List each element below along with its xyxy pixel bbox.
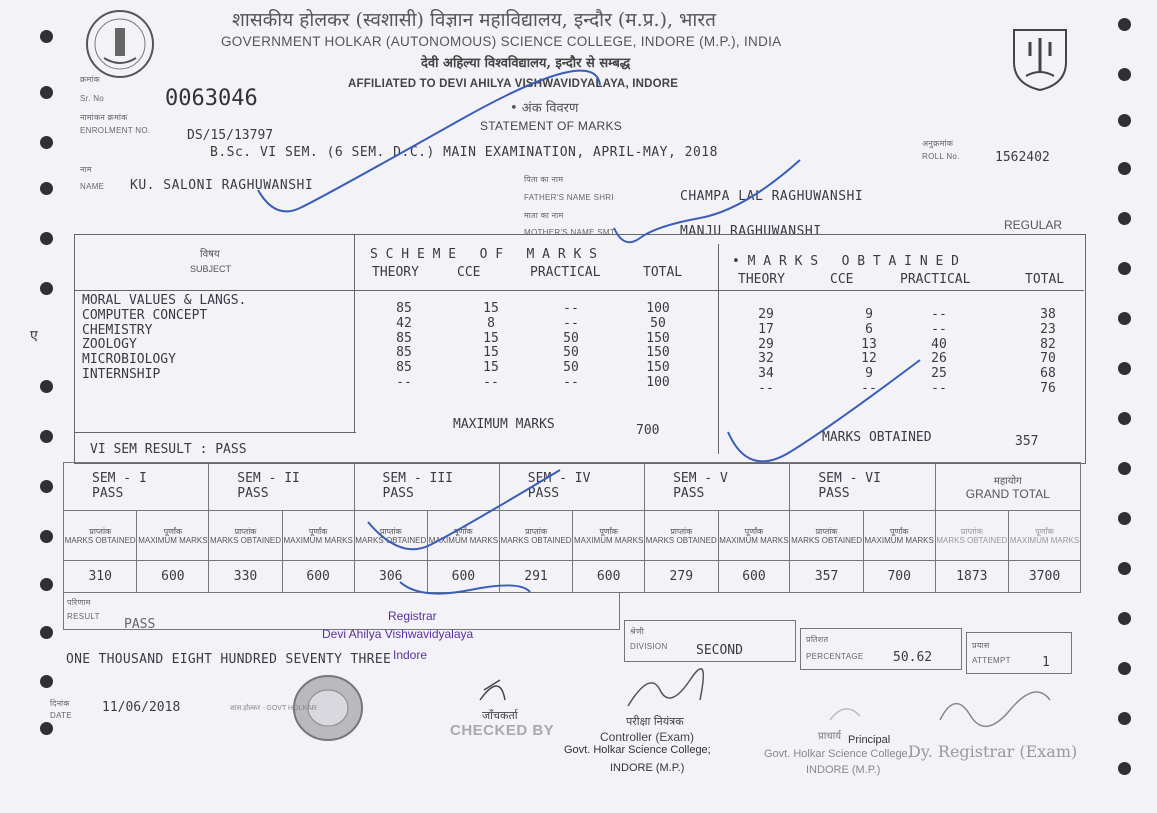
scheme-mark: 8	[487, 315, 495, 331]
feed-hole	[1118, 762, 1131, 775]
result-value: PASS	[124, 617, 156, 632]
principal-hindi: प्राचार्य	[818, 731, 842, 742]
semester-maximum: 600	[718, 561, 790, 593]
semester-maximum: 600	[137, 561, 209, 593]
scheme-mark: --	[563, 315, 579, 331]
subject-name: ZOOLOGY	[82, 337, 137, 353]
header-english: MAXIMUM MARKS	[138, 535, 208, 545]
issue-date: 11/06/2018	[102, 700, 181, 715]
controller-hindi: परीक्षा नियंत्रक	[626, 715, 684, 728]
obtained-mark: --	[931, 307, 947, 322]
grand-total-maximum: 3700	[1009, 561, 1081, 593]
header-english: MARKS OBTAINED	[210, 535, 281, 545]
division-label-hindi: श्रेणी	[630, 627, 645, 636]
feed-hole	[1118, 362, 1131, 375]
scheme-mark: --	[563, 301, 579, 316]
feed-hole	[1118, 18, 1131, 31]
subject-name: INTERNSHIP	[82, 367, 161, 382]
feed-hole	[1118, 462, 1131, 475]
obtained-mark: 23	[1040, 321, 1056, 337]
grand-total-hindi: महायोग	[993, 475, 1022, 487]
header-hindi: प्राप्तांक	[670, 526, 693, 536]
grand-maximum-header	[1009, 511, 1081, 561]
feed-hole	[40, 626, 53, 639]
header-english: MARKS OBTAINED	[355, 535, 427, 545]
roll-number: 1562402	[995, 150, 1050, 165]
scheme-mark: 50	[563, 330, 579, 346]
semester-status: PASS	[92, 486, 124, 501]
controller-title: Controller (Exam)	[600, 730, 695, 744]
feed-hole	[40, 30, 53, 43]
scheme-mark: 50	[563, 360, 579, 376]
maximum-marks-header	[573, 511, 645, 561]
scheme-mark: 85	[396, 301, 412, 316]
dy-registrar-title: Dy. Registrar (Exam)	[908, 742, 1078, 761]
obtained-col-header: PRACTICAL	[900, 272, 971, 287]
header-english: MARKS OBTAINED	[64, 535, 136, 545]
semester-header	[499, 463, 644, 511]
scheme-mark: 50	[563, 345, 579, 361]
enrolment-number: DS/15/13797	[187, 128, 274, 143]
obtained-col-header: TOTAL	[1025, 272, 1065, 287]
divider	[74, 432, 356, 433]
student-name: KU. SALONI RAGHUWANSHI	[130, 178, 314, 193]
header-english: MAXIMUM MARKS	[719, 535, 789, 545]
scheme-mark: 50	[650, 315, 666, 331]
affiliation-hindi: देवी अहिल्या विश्वविद्यालय, इन्दौर से सम्बद्ध	[421, 56, 631, 71]
date-label: DATE	[50, 711, 72, 720]
divider	[718, 244, 719, 454]
semester-label: SEM - VI	[818, 471, 881, 486]
principal-stamp-title: Principal	[848, 734, 891, 746]
semester-label: SEM - V	[673, 471, 728, 486]
obtained-mark: 32	[758, 351, 774, 367]
header-hindi: पूर्णांक	[599, 526, 618, 536]
header-english: MARKS OBTAINED	[645, 535, 717, 545]
college-emblem-icon	[1004, 22, 1076, 94]
obtained-mark: 6	[865, 321, 873, 337]
checked-by-hindi: जाँचकर्ता	[482, 709, 518, 722]
sr-no-label-hindi: क्रमांक	[80, 75, 101, 84]
feed-hole	[40, 722, 53, 735]
scheme-mark: 150	[646, 330, 670, 346]
scheme-title: S C H E M E O F M A R K S	[370, 247, 597, 262]
feed-hole	[40, 675, 53, 688]
semester-obtained: 291	[499, 561, 572, 593]
semester-status: PASS	[673, 486, 705, 501]
serial-number: 0063046	[165, 86, 258, 111]
father-name: CHAMPA LAL RAGHUWANSHI	[680, 189, 864, 204]
scheme-col-header: PRACTICAL	[530, 265, 601, 280]
name-label: NAME	[80, 182, 105, 191]
obtained-mark: 29	[758, 336, 774, 352]
percentage-label-hindi: प्रतिशत	[806, 635, 829, 644]
divider	[354, 234, 355, 432]
obtained-col-header: CCE	[830, 272, 854, 287]
document-title-hindi: • अंक विवरण	[510, 101, 579, 116]
header-english: MAXIMUM MARKS	[573, 535, 644, 545]
header-hindi: प्राप्तांक	[815, 526, 838, 536]
scheme-col-header: TOTAL	[643, 265, 683, 280]
principal-org: Govt. Holkar Science College,	[764, 748, 911, 760]
mother-label-hindi: माता का नाम	[524, 211, 564, 220]
date-label-hindi: दिनांक	[50, 699, 70, 708]
scheme-mark: --	[396, 375, 412, 390]
mother-name: MANJU RAGHUWANSHI	[680, 224, 822, 239]
subject-name: MORAL VALUES & LANGS.	[82, 293, 247, 308]
sr-no-label: Sr. No	[80, 94, 105, 103]
semester-obtained: 357	[790, 561, 863, 593]
feed-hole	[40, 578, 53, 591]
semester-status: PASS	[237, 486, 269, 501]
obtained-mark: --	[931, 321, 947, 337]
scheme-mark: 85	[396, 345, 412, 361]
father-label-hindi: पिता का नाम	[524, 175, 564, 184]
marks-obtained-header	[645, 511, 718, 561]
semester-header	[790, 463, 935, 511]
attempt-value: 1	[1042, 655, 1050, 670]
header-english: MARKS OBTAINED	[500, 535, 572, 545]
attempt-label-hindi: प्रयास	[972, 641, 990, 650]
obtained-mark: 9	[865, 366, 873, 382]
header-hindi: पूर्णांक	[889, 526, 909, 536]
obtained-mark: --	[931, 381, 947, 396]
grand-obtained-header	[935, 511, 1008, 561]
semester-maximum: 700	[863, 561, 935, 593]
affiliation: AFFILIATED TO DEVI AHILYA VISHWAVIDYALAYA, INDORE	[348, 78, 679, 90]
obtained-mark: 82	[1040, 336, 1056, 352]
attempt-label: ATTEMPT	[972, 656, 1011, 665]
semester-result: VI SEM RESULT : PASS	[90, 442, 247, 457]
obtained-mark: 17	[758, 321, 774, 337]
subject-name: MICROBIOLOGY	[82, 352, 176, 368]
header-hindi: पूर्णांक	[1035, 526, 1054, 536]
obtained-mark: 13	[861, 336, 877, 352]
controller-city: INDORE (M.P.)	[610, 762, 685, 774]
controller-org: Govt. Holkar Science College;	[564, 744, 711, 756]
obtained-mark: 68	[1040, 366, 1056, 382]
obtained-mark: 70	[1040, 351, 1056, 367]
feed-hole	[1118, 712, 1131, 725]
obtained-title: • M A R K S O B T A I N E D	[732, 254, 959, 269]
semester-maximum: 600	[428, 561, 500, 593]
feed-hole	[1118, 662, 1131, 675]
margin-glyph: ए	[30, 327, 38, 343]
semester-header	[354, 463, 499, 511]
semester-obtained: 330	[209, 561, 282, 593]
feed-hole	[1118, 412, 1131, 425]
checked-by-label: CHECKED BY	[450, 722, 555, 739]
header-hindi: पूर्णांक	[308, 526, 328, 536]
maximum-marks-header	[718, 511, 790, 561]
obtained-col-header: THEORY	[738, 272, 785, 287]
stamp-text: शास.होल्कर · GOVT HOLKAR	[230, 705, 317, 712]
document-title: STATEMENT OF MARKS	[480, 119, 623, 133]
grand-total-label: GRAND TOTAL	[965, 486, 1050, 501]
semester-status: PASS	[818, 486, 850, 501]
scheme-mark: 85	[396, 360, 412, 376]
subject-header-hindi: विषय	[200, 249, 220, 260]
scheme-mark: 150	[646, 345, 670, 361]
subject-name: CHEMISTRY	[82, 322, 153, 338]
maximum-marks-header	[282, 511, 354, 561]
subject-header: SUBJECT	[190, 264, 232, 274]
marks-obtained-header	[790, 511, 863, 561]
semester-summary-table	[63, 462, 1081, 593]
feed-hole	[1118, 562, 1131, 575]
feed-hole	[40, 380, 53, 393]
semester-obtained: 306	[354, 561, 427, 593]
scheme-mark: 15	[483, 345, 499, 361]
feed-hole	[1118, 68, 1131, 81]
header-english: MAXIMUM MARKS	[283, 535, 353, 545]
feed-hole	[40, 232, 53, 245]
scheme-mark: 42	[396, 315, 412, 331]
semester-label: SEM - II	[237, 471, 300, 486]
semester-header	[645, 463, 790, 511]
registrar-stamp-org: Devi Ahilya Vishwavidyalaya	[322, 627, 474, 641]
scheme-mark: 15	[483, 360, 499, 376]
semester-maximum: 600	[282, 561, 354, 593]
scheme-mark: 85	[396, 330, 412, 346]
grand-total-header	[935, 463, 1080, 511]
attempt-box	[966, 632, 1072, 674]
semester-header	[64, 463, 209, 511]
semester-obtained: 310	[64, 561, 137, 593]
feed-hole	[40, 530, 53, 543]
header-english: MAXIMUM MARKS	[1009, 535, 1080, 545]
obtained-mark: 34	[758, 366, 774, 382]
maximum-marks-label: MAXIMUM MARKS	[453, 417, 555, 432]
grand-total-obtained: 1873	[935, 561, 1008, 593]
feed-hole	[1118, 162, 1131, 175]
principal-city: INDORE (M.P.)	[806, 764, 881, 776]
header-hindi: पूर्णांक	[454, 526, 473, 536]
marks-obtained-header	[354, 511, 427, 561]
marks-obtained-label: MARKS OBTAINED	[822, 430, 932, 445]
student-status: REGULAR	[1004, 218, 1063, 232]
scheme-col-header: CCE	[457, 265, 481, 280]
semester-header	[209, 463, 354, 511]
feed-hole	[1118, 212, 1131, 225]
scheme-mark: 15	[483, 330, 499, 346]
feed-hole	[40, 430, 53, 443]
roll-label-hindi: अनुक्रमांक	[922, 139, 954, 148]
enrolment-label-hindi: नामांकन क्रमांक	[80, 113, 128, 122]
maximum-marks-header	[863, 511, 935, 561]
maximum-marks-total: 700	[636, 423, 660, 438]
semester-label: SEM - IV	[527, 471, 591, 486]
feed-hole	[1118, 114, 1131, 127]
divider	[74, 290, 1084, 291]
obtained-mark: 9	[865, 307, 873, 322]
university-seal-icon	[82, 8, 158, 80]
marks-obtained-header	[64, 511, 137, 561]
header-hindi: प्राप्तांक	[234, 526, 257, 536]
scheme-mark: 100	[646, 301, 670, 316]
college-name: GOVERNMENT HOLKAR (AUTONOMOUS) SCIENCE COLLEGE, INDORE (M.P.), INDIA	[221, 34, 782, 49]
header-english: MARKS OBTAINED	[936, 535, 1008, 545]
feed-hole	[1118, 312, 1131, 325]
marks-obtained-header	[499, 511, 572, 561]
marks-obtained-header	[209, 511, 282, 561]
obtained-mark: --	[758, 381, 774, 396]
semester-label: SEM - III	[382, 471, 453, 486]
enrolment-label: ENROLMENT NO.	[80, 126, 151, 135]
scheme-mark: 100	[646, 375, 670, 390]
scheme-col-header: THEORY	[372, 265, 419, 280]
obtained-mark: 40	[931, 336, 947, 352]
roll-label: ROLL No.	[922, 152, 960, 161]
feed-hole	[40, 282, 53, 295]
header-hindi: प्राप्तांक	[960, 526, 983, 536]
mother-label: MOTHER'S NAME SMT	[524, 228, 616, 237]
header-english: MAXIMUM MARKS	[864, 535, 934, 545]
name-label-hindi: नाम	[80, 165, 92, 174]
header-hindi: प्राप्तांक	[379, 526, 402, 536]
obtained-mark: 26	[931, 351, 947, 367]
feed-hole	[1118, 262, 1131, 275]
scheme-mark: --	[563, 375, 579, 390]
obtained-mark: 76	[1040, 381, 1056, 396]
feed-hole	[1118, 512, 1131, 525]
marks-obtained-total: 357	[1015, 434, 1039, 449]
registrar-stamp-title: Registrar	[388, 609, 437, 623]
semester-status: PASS	[382, 486, 414, 501]
obtained-mark: 29	[758, 307, 774, 322]
header-hindi: प्राप्तांक	[525, 526, 547, 536]
maximum-marks-header	[428, 511, 500, 561]
header-english: MAXIMUM MARKS	[428, 535, 499, 545]
header-english: MARKS OBTAINED	[791, 535, 863, 545]
header-hindi: प्राप्तांक	[89, 526, 112, 536]
semester-maximum: 600	[573, 561, 645, 593]
feed-hole	[40, 182, 53, 195]
obtained-mark: 12	[861, 351, 877, 367]
scheme-mark: --	[483, 375, 499, 390]
header-hindi: पूर्णांक	[163, 526, 183, 536]
result-label: RESULT	[67, 612, 100, 621]
result-label-hindi: परिणाम	[67, 598, 91, 607]
percentage-value: 50.62	[893, 650, 933, 665]
obtained-mark: 38	[1040, 307, 1056, 322]
scheme-mark: 150	[646, 360, 670, 376]
header-hindi: पूर्णांक	[744, 526, 764, 536]
college-name-hindi: शासकीय होलकर (स्वशासी) विज्ञान महाविद्यालय, इन्दौर (म.प्र.), भारत	[232, 9, 716, 31]
obtained-mark: 25	[931, 366, 947, 382]
feed-hole	[40, 480, 53, 493]
semester-obtained: 279	[645, 561, 718, 593]
obtained-mark: --	[861, 381, 877, 396]
feed-hole	[40, 136, 53, 149]
subject-name: COMPUTER CONCEPT	[82, 307, 208, 323]
father-label: FATHER'S NAME SHRI	[524, 193, 614, 202]
semester-status: PASS	[527, 486, 560, 501]
maximum-marks-header	[137, 511, 209, 561]
registrar-stamp-city: Indore	[393, 648, 428, 662]
total-in-words: ONE THOUSAND EIGHT HUNDRED SEVENTY THREE	[66, 652, 392, 667]
division-value: SECOND	[696, 643, 743, 658]
semester-label: SEM - I	[92, 471, 147, 486]
feed-hole	[40, 86, 53, 99]
exam-title: B.Sc. VI SEM. (6 SEM. D.C.) MAIN EXAMINATION, APRIL-MAY, 2018	[210, 145, 718, 160]
feed-hole	[1118, 612, 1131, 625]
division-label: DIVISION	[630, 642, 668, 651]
scheme-mark: 15	[483, 301, 499, 316]
percentage-label: PERCENTAGE	[806, 652, 864, 661]
